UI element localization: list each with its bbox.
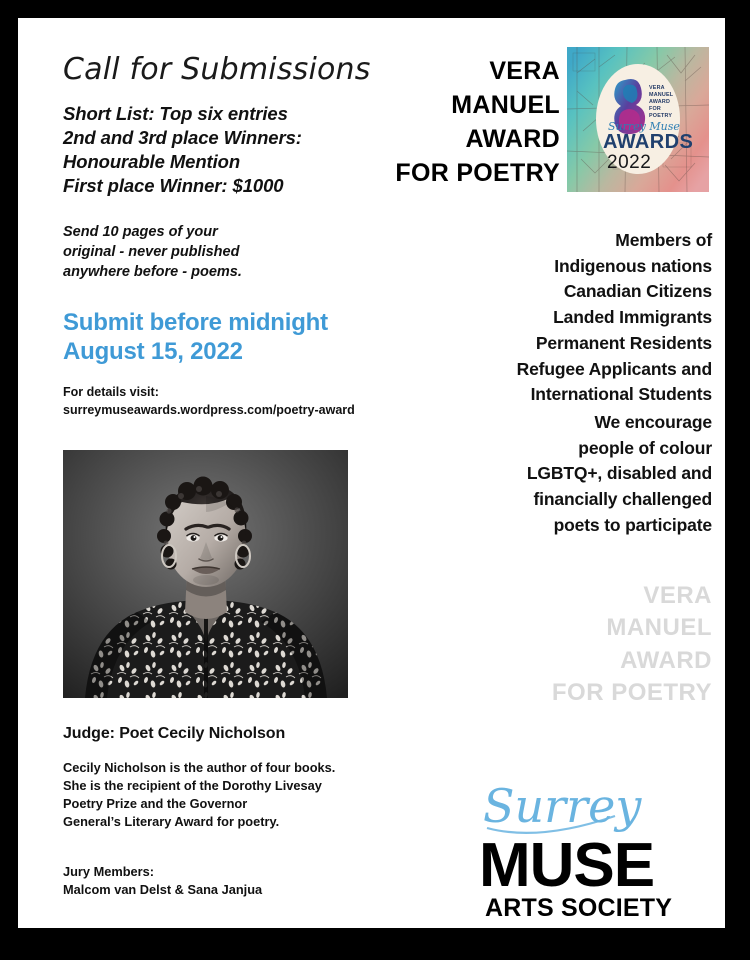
judge-portrait-image [63, 450, 348, 698]
badge-awards-word: AWARDS [603, 131, 694, 153]
judge-bio-line-4: General’s Literary Award for poetry. [63, 813, 280, 829]
send-note-line-1: Send 10 pages of your [63, 223, 218, 240]
surrey-muse-arts-society-logo [473, 778, 713, 923]
left-column [63, 54, 403, 420]
send-note-line-3: anywhere before - poems. [63, 263, 242, 280]
badge-artwork [567, 47, 709, 192]
eligibility-line-1: Members of [615, 230, 712, 250]
poster-page [18, 18, 725, 928]
judge-biography [63, 759, 413, 831]
eligibility-line-6: Refugee Applicants and [516, 358, 712, 379]
muse-logo-artwork [473, 778, 713, 923]
eligibility-line-2: Indigenous nations [554, 255, 712, 276]
eligibility-line-4: Landed Immigrants [553, 307, 712, 328]
prize-line-4: First place Winner: $1000 [63, 174, 284, 196]
encourage-line-3: LGBTQ+, disabled and [526, 463, 712, 484]
send-note-line-2: original - never published [63, 243, 240, 260]
badge-small-line-1: VERA [649, 85, 665, 91]
judge-bio-line-3: Poetry Prize and the Governor [63, 795, 248, 811]
prize-line-3: Honourable Mention [63, 150, 241, 172]
details-url-link[interactable]: surreymuseawards.wordpress.com/poetry-award [63, 402, 355, 417]
details-block [63, 384, 403, 420]
eligibility-line-7: International Students [530, 384, 712, 405]
call-for-submissions-title: Call for Submissions [63, 52, 371, 87]
judge-heading: Judge: Poet Cecily Nicholson [63, 725, 286, 742]
prize-line-2: 2nd and 3rd place Winners: [63, 126, 302, 148]
badge-script-text: Surrey Muse [608, 120, 680, 133]
badge-small-line-3: AWARD [649, 99, 671, 105]
jury-members-label: Jury Members: [63, 863, 155, 879]
deadline-line-1: Submit before midnight [63, 308, 328, 336]
deadline-line-2: August 15, 2022 [63, 337, 243, 365]
watermark-line-4: FOR POETRY [551, 679, 712, 707]
eligibility-line-3: Canadian Citizens [563, 281, 712, 302]
logo-word-muse: MUSE [479, 831, 655, 900]
eligibility-line-5: Permanent Residents [535, 332, 712, 353]
judge-bio-line-1: Cecily Nicholson is the author of four books. [63, 760, 336, 775]
details-label: For details visit: [63, 385, 159, 400]
awards-2022-badge [567, 47, 709, 192]
judge-bio-line-2: She is the recipient of the Dorothy Livesay [63, 777, 322, 793]
award-title-line-2: MANUEL [451, 91, 560, 119]
jury-members-names: Malcom van Delst & Sana Janjua [63, 881, 263, 897]
badge-year: 2022 [607, 152, 652, 173]
logo-script-surrey: Surrey [483, 779, 642, 833]
encouragement-statement [418, 410, 712, 539]
submission-instructions [63, 222, 403, 282]
award-title-watermark [418, 580, 712, 710]
watermark-line-2: MANUEL [606, 614, 712, 642]
judge-portrait-photo [63, 450, 348, 698]
encourage-line-2: people of colour [578, 437, 712, 458]
prize-list [63, 102, 403, 198]
logo-tagline: ARTS SOCIETY [485, 894, 673, 922]
judge-info-block [63, 725, 413, 898]
award-title-line-3: AWARD [465, 125, 560, 153]
encourage-line-1: We encourage [594, 412, 712, 432]
encourage-line-4: financially challenged [533, 489, 712, 510]
badge-small-line-2: MANUEL [649, 92, 674, 98]
watermark-line-3: AWARD [620, 646, 712, 674]
award-title [388, 54, 560, 190]
submission-deadline [63, 308, 403, 367]
badge-small-line-5: POETRY [649, 113, 673, 119]
watermark-line-1: VERA [643, 582, 712, 609]
award-title-line-4: FOR POETRY [395, 159, 560, 187]
eligibility-list [418, 228, 712, 408]
encourage-line-5: poets to participate [553, 514, 712, 535]
award-title-line-1: VERA [489, 57, 560, 85]
prize-line-1: Short List: Top six entries [63, 102, 288, 124]
badge-small-line-4: FOR [649, 106, 661, 112]
